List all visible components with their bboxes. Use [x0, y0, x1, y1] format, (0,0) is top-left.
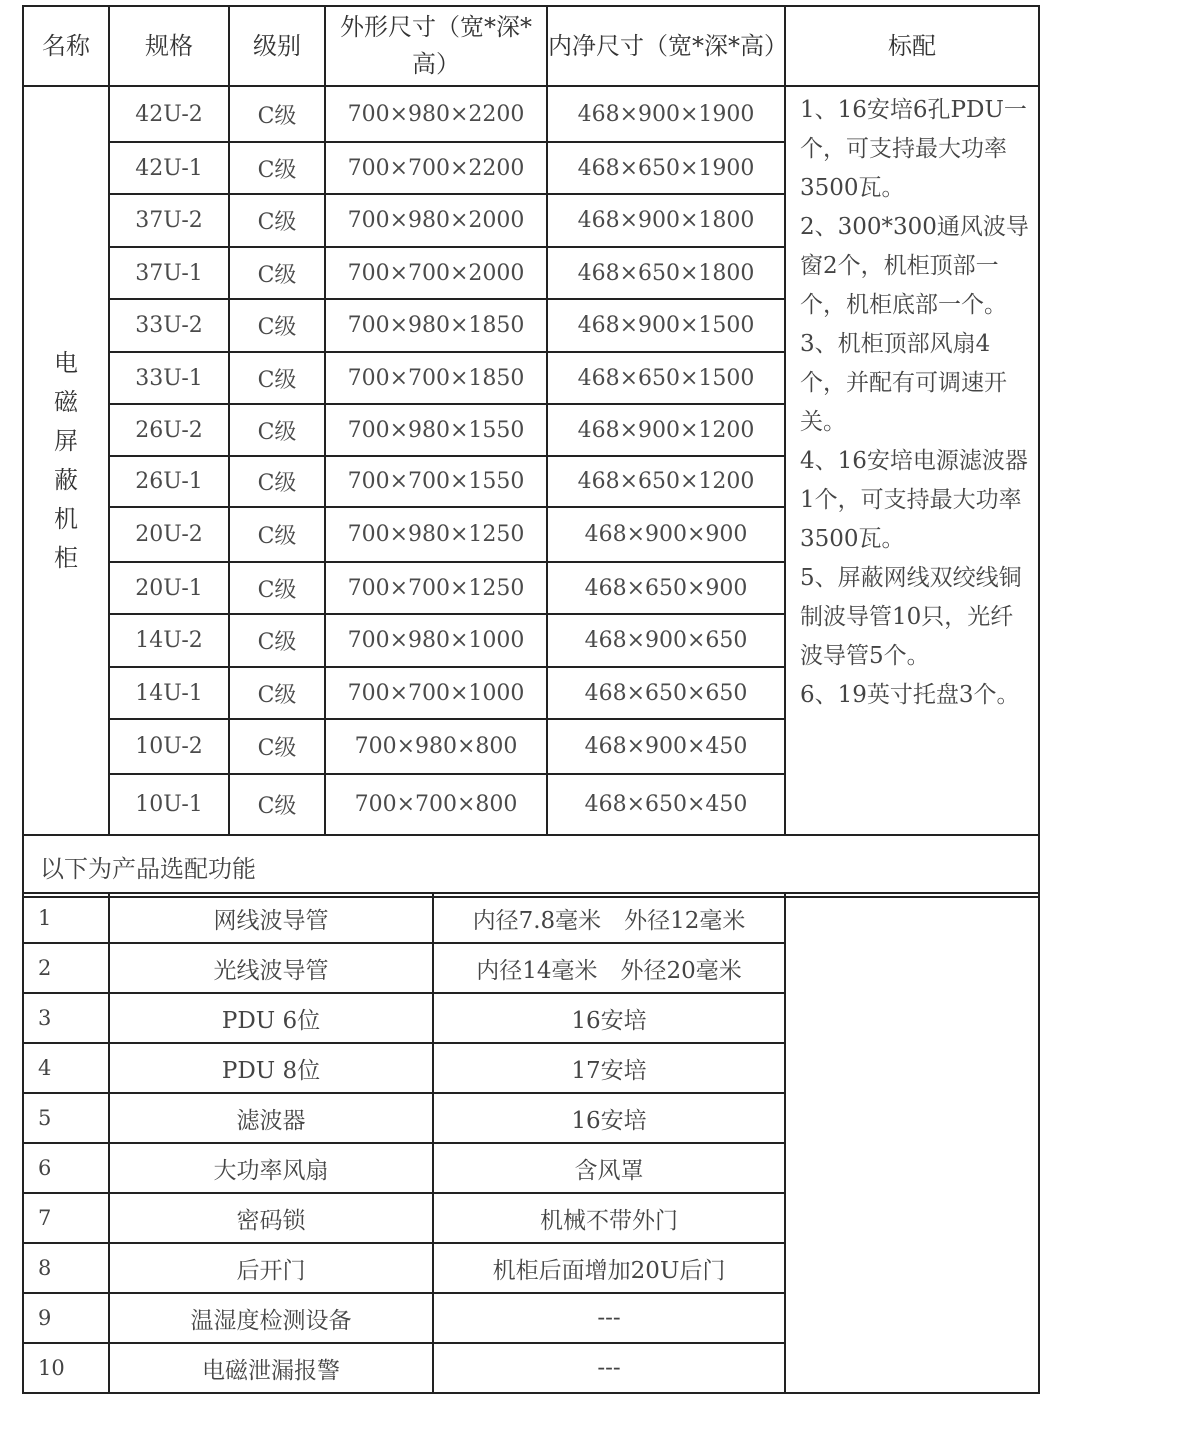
optional-no: 7: [23, 1193, 109, 1243]
optional-name: 光线波导管: [109, 943, 433, 993]
cell-outer: 700×700×2200: [325, 142, 547, 194]
cell-spec: 10U-2: [109, 719, 229, 774]
header-standard: 标配: [785, 6, 1039, 86]
optional-name: 电磁泄漏报警: [109, 1343, 433, 1393]
cell-inner: 468×900×1900: [547, 86, 785, 142]
cell-level: C级: [229, 456, 325, 507]
optional-detail: 内径14毫米 外径20毫米: [433, 943, 785, 993]
optional-name: PDU 8位: [109, 1043, 433, 1093]
cell-spec: 26U-1: [109, 456, 229, 507]
cell-level: C级: [229, 352, 325, 404]
cell-level: C级: [229, 142, 325, 194]
optional-name: 密码锁: [109, 1193, 433, 1243]
cell-outer: 700×980×1250: [325, 507, 547, 562]
cell-spec: 10U-1: [109, 774, 229, 835]
cell-inner: 468×650×1200: [547, 456, 785, 507]
cell-outer: 700×700×1850: [325, 352, 547, 404]
header-name: 名称: [23, 6, 109, 86]
optional-no: 9: [23, 1293, 109, 1343]
optional-blank-cell: [785, 893, 1039, 1393]
cell-inner: 468×650×900: [547, 562, 785, 614]
product-name-cell: [23, 86, 109, 835]
header-inner-size: 内净尺寸（宽*深*高）: [547, 6, 785, 86]
cell-level: C级: [229, 404, 325, 456]
cell-inner: 468×650×650: [547, 667, 785, 719]
cell-outer: 700×980×1550: [325, 404, 547, 456]
optional-detail: 机柜后面增加20U后门: [433, 1243, 785, 1293]
cell-inner: 468×650×1500: [547, 352, 785, 404]
optional-name: 温湿度检测设备: [109, 1293, 433, 1343]
cell-spec: 37U-2: [109, 194, 229, 247]
optional-title-row: [23, 835, 1039, 897]
spec-table: [22, 5, 1040, 898]
cell-level: C级: [229, 299, 325, 352]
standard-config-cell: [785, 86, 1039, 835]
optional-table: [22, 892, 1040, 1394]
cell-spec: 42U-1: [109, 142, 229, 194]
cell-spec: 26U-2: [109, 404, 229, 456]
cell-level: C级: [229, 774, 325, 835]
cell-outer: 700×980×2000: [325, 194, 547, 247]
header-spec: 规格: [109, 6, 229, 86]
cell-level: C级: [229, 247, 325, 299]
cell-outer: 700×700×1000: [325, 667, 547, 719]
cell-inner: 468×900×1200: [547, 404, 785, 456]
optional-detail: 含风罩: [433, 1143, 785, 1193]
product-name-char: 蔽: [54, 465, 78, 494]
standard-item: 4、16安培电源滤波器1个，可支持最大功率3500瓦。: [800, 448, 1028, 552]
cell-outer: 700×980×1850: [325, 299, 547, 352]
cell-spec: 14U-2: [109, 614, 229, 667]
optional-no: 1: [23, 893, 109, 943]
cell-spec: 33U-2: [109, 299, 229, 352]
optional-no: 8: [23, 1243, 109, 1293]
product-name-char: 屏: [54, 426, 78, 455]
cell-spec: 14U-1: [109, 667, 229, 719]
standard-item: 6、19英寸托盘3个。: [800, 682, 1020, 708]
product-name-char: 柜: [54, 543, 78, 572]
optional-detail: 16安培: [433, 1093, 785, 1143]
optional-no: 10: [23, 1343, 109, 1393]
optional-name: 滤波器: [109, 1093, 433, 1143]
cell-level: C级: [229, 507, 325, 562]
table-row: [23, 86, 1039, 142]
cell-inner: 468×650×450: [547, 774, 785, 835]
product-name-char: 电: [54, 348, 78, 377]
optional-no: 3: [23, 993, 109, 1043]
optional-no: 6: [23, 1143, 109, 1193]
cell-inner: 468×900×450: [547, 719, 785, 774]
cell-outer: 700×980×1000: [325, 614, 547, 667]
cell-outer: 700×700×1550: [325, 456, 547, 507]
cell-outer: 700×700×2000: [325, 247, 547, 299]
standard-item: 5、屏蔽网线双绞线铜制波导管10只，光纤波导管5个。: [800, 565, 1022, 669]
optional-detail: 内径7.8毫米 外径12毫米: [433, 893, 785, 943]
standard-item: 3、机柜顶部风扇4个，并配有可调速开关。: [800, 331, 1007, 435]
cell-inner: 468×900×1500: [547, 299, 785, 352]
cell-outer: 700×980×2200: [325, 86, 547, 142]
header-level: 级别: [229, 6, 325, 86]
optional-no: 4: [23, 1043, 109, 1093]
cell-spec: 20U-1: [109, 562, 229, 614]
cell-level: C级: [229, 614, 325, 667]
cell-spec: 37U-1: [109, 247, 229, 299]
cell-inner: 468×650×1800: [547, 247, 785, 299]
optional-name: 后开门: [109, 1243, 433, 1293]
cell-spec: 20U-2: [109, 507, 229, 562]
header-row: [23, 6, 1039, 86]
cell-spec: 42U-2: [109, 86, 229, 142]
cell-inner: 468×900×650: [547, 614, 785, 667]
cell-level: C级: [229, 562, 325, 614]
cell-inner: 468×900×900: [547, 507, 785, 562]
product-name-char: 机: [54, 504, 78, 533]
cell-outer: 700×980×800: [325, 719, 547, 774]
optional-detail: 17安培: [433, 1043, 785, 1093]
cell-outer: 700×700×1250: [325, 562, 547, 614]
header-outer-size: 外形尺寸（宽*深*高）: [325, 6, 547, 86]
product-name-char: 磁: [54, 387, 78, 416]
optional-name: PDU 6位: [109, 993, 433, 1043]
optional-row: [23, 893, 1039, 943]
cell-level: C级: [229, 194, 325, 247]
cell-level: C级: [229, 667, 325, 719]
cell-inner: 468×650×1900: [547, 142, 785, 194]
optional-detail: 机械不带外门: [433, 1193, 785, 1243]
optional-no: 2: [23, 943, 109, 993]
optional-detail: 16安培: [433, 993, 785, 1043]
standard-item: 1、16安培6孔PDU一个，可支持最大功率3500瓦。: [800, 97, 1027, 201]
cell-spec: 33U-1: [109, 352, 229, 404]
optional-no: 5: [23, 1093, 109, 1143]
optional-name: 网线波导管: [109, 893, 433, 943]
optional-detail: ---: [433, 1343, 785, 1393]
cell-outer: 700×700×800: [325, 774, 547, 835]
optional-name: 大功率风扇: [109, 1143, 433, 1193]
standard-item: 2、300*300通风波导窗2个，机柜顶部一个，机柜底部一个。: [800, 214, 1029, 318]
cell-level: C级: [229, 719, 325, 774]
cell-level: C级: [229, 86, 325, 142]
optional-detail: ---: [433, 1293, 785, 1343]
cell-inner: 468×900×1800: [547, 194, 785, 247]
optional-title: 以下为产品选配功能: [23, 835, 1039, 897]
